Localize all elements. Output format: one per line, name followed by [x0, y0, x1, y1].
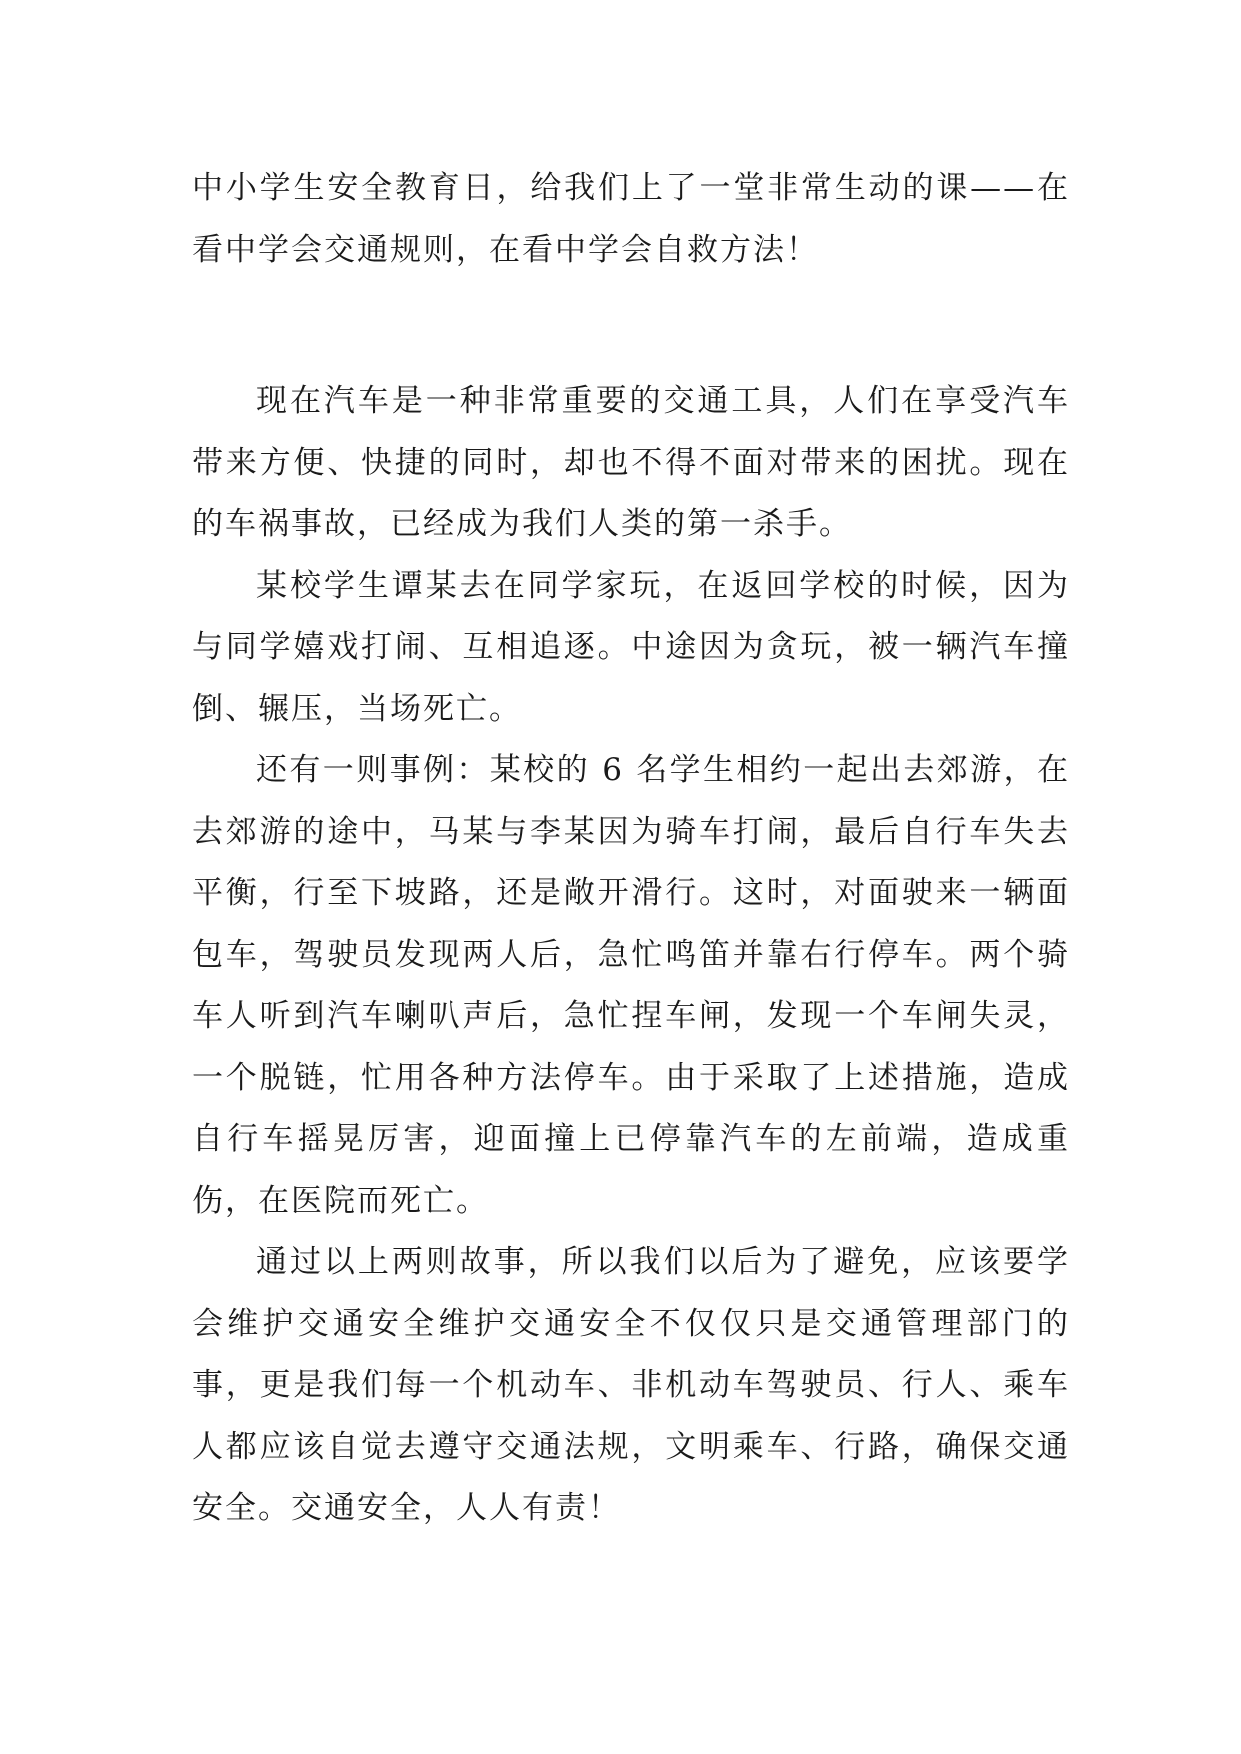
paragraph-cars: 现在汽车是一种非常重要的交通工具，人们在享受汽车带来方便、快捷的同时，却也不得不面对带来的困扰。现在的车祸事故，已经成为我们人类的第一杀手。 [192, 383, 1070, 542]
paragraph-intro: 中小学生安全教育日，给我们上了一堂非常生动的课——在看中学会交通规则，在看中学会自救方法！ [192, 170, 1070, 268]
paragraph-conclusion: 通过以上两则故事，所以我们以后为了避免，应该要学会维护交通安全维护交通安全不仅仅只是交通管理部门的事，更是我们每一个机动车、非机动车驾驶员、行人、乘车人都应该自觉去遵守交通法规，文明乘车、行路，确保交通安全。交通安全，人人有责！ [192, 1244, 1070, 1526]
document-body [192, 158, 1070, 1540]
paragraph-spacer [192, 281, 1070, 371]
paragraph-case-one: 某校学生谭某去在同学家玩，在返回学校的时候，因为与同学嬉戏打闹、互相追逐。中途因为贪玩，被一辆汽车撞倒、辗压，当场死亡。 [192, 567, 1070, 727]
paragraph-case-two: 还有一则事例：某校的 6 名学生相约一起出去郊游，在去郊游的途中，马某与李某因为骑车打闹，最后自行车失去平衡，行至下坡路，还是敞开滑行。这时，对面驶来一辆面包车，驾驶员发现两人后，急忙鸣笛并靠右行停车。两个骑车人听到汽车喇叭声后，急忙捏车闸，发现一个车闸失灵，一个脱链，忙用各种方法停车。由于采取了上述措施，造成自行车摇晃厉害，迎面撞上已停靠汽车的左前端，造成重伤，在医院而死亡。 [192, 752, 1070, 1219]
